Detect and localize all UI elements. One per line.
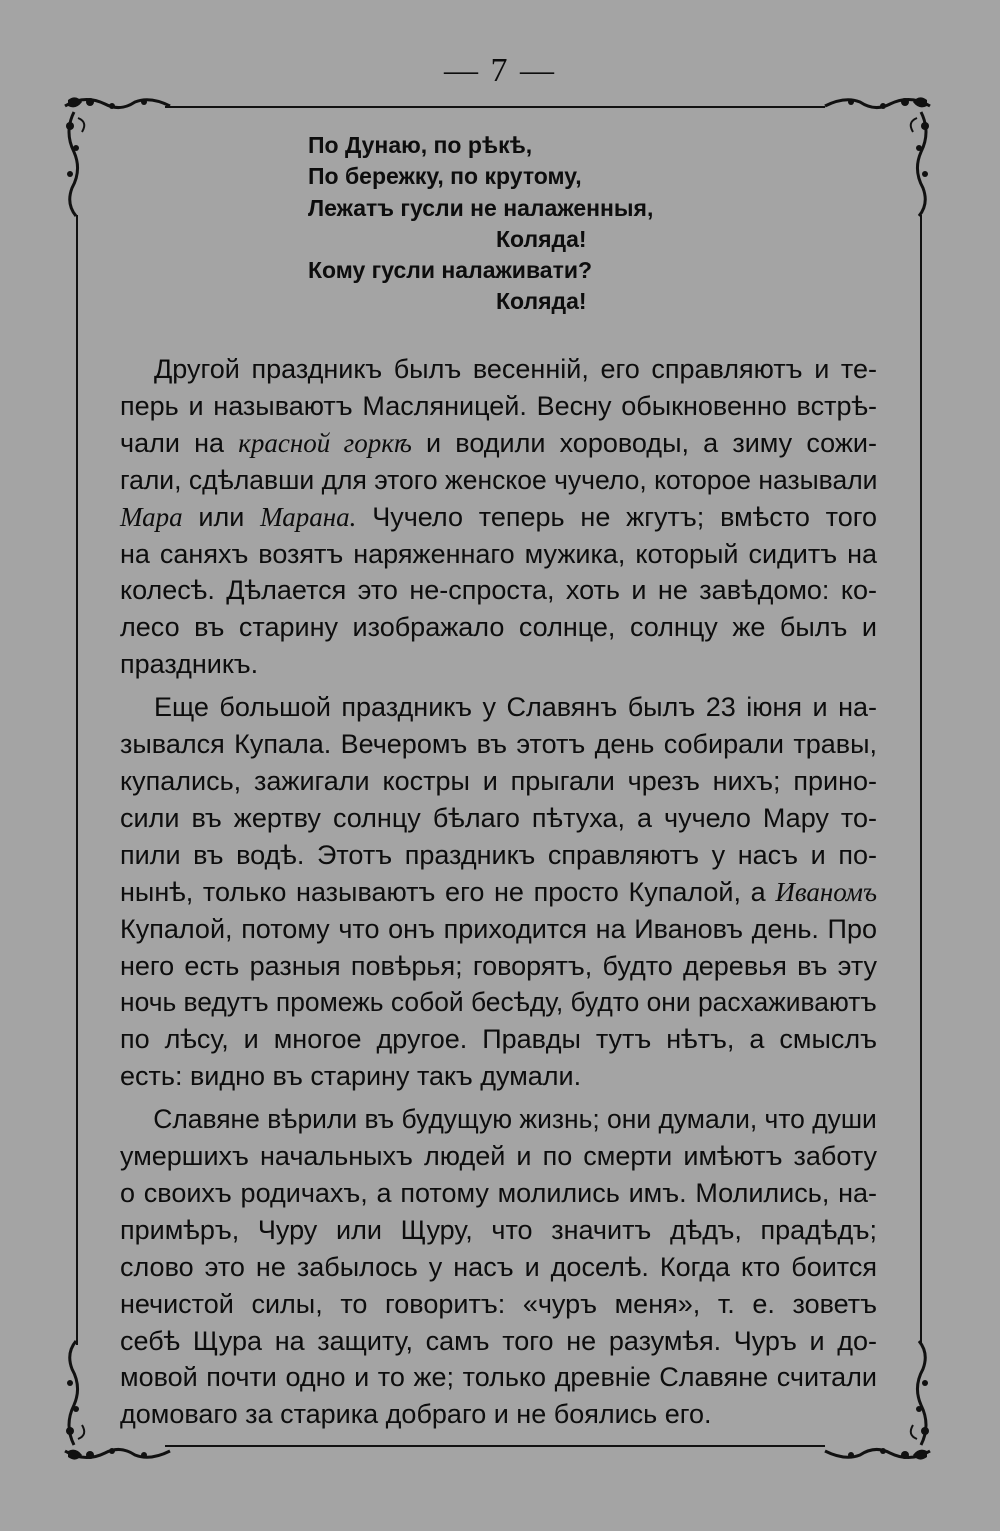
frame-left-line <box>76 215 78 1345</box>
text-line: по лѣсу, и многое другое. Правды тутъ нѣтъ, а смыслъ <box>120 1024 877 1055</box>
italic-text: Марана. <box>260 501 357 532</box>
text-line: сили въ жертву солнцу бѣлаго пѣтуха, а чучело Мару то- <box>120 802 877 833</box>
text-line: примѣръ, Чуру или Щуру, что значитъ дѣдъ, прадѣдъ; <box>120 1214 877 1245</box>
paragraph <box>120 351 877 683</box>
paragraph <box>120 1101 877 1433</box>
text-line: на саняхъ возятъ наряженнаго мужика, который сидитъ на <box>120 538 877 569</box>
body-text <box>120 351 877 1433</box>
text-line: мовой почти одно и то же; только древніе Славяне считали <box>120 1362 877 1393</box>
text-line: домоваго за старика добраго и не боялись его. <box>120 1399 712 1430</box>
text-line: пили въ водѣ. Этотъ праздникъ справляютъ у насъ и по- <box>120 839 877 870</box>
page-number: — 7 — <box>444 52 556 89</box>
verse-block <box>308 130 728 318</box>
text-line: о своихъ родичахъ, а потому молились имъ. Молились, на- <box>120 1177 877 1208</box>
verse-line: По бережку, по крутому, <box>308 163 582 190</box>
text-line: нынѣ, только называютъ его не просто Купалой, а Иваномъ <box>120 876 877 907</box>
verse-line: Лежатъ гусли не налаженныя, <box>308 194 654 221</box>
verse-refrain: Коляда! <box>496 288 587 315</box>
text-line: умершихъ начальныхъ людей и по смерти имѣютъ заботу <box>120 1141 877 1172</box>
italic-text: Иваномъ <box>775 876 877 907</box>
verse-line: Кому гусли налаживати? <box>308 257 593 284</box>
corner-ornament-top-left-icon <box>60 92 180 222</box>
italic-text: красной горкѣ <box>238 427 412 458</box>
text-line: Купалой, потому что онъ приходится на Ивановъ день. Про <box>120 913 877 944</box>
text-line: Еще большой праздникъ у Славянъ былъ 23 іюня и на- <box>154 692 877 723</box>
text-line: слово это не забылось у насъ и доселѣ. Когда кто боится <box>120 1251 877 1282</box>
text-line: гали, сдѣлавши для этого женское чучело, которое называли <box>120 464 878 495</box>
text-line: Мара или Марана. Чучело теперь не жгутъ; вмѣсто того <box>120 501 877 532</box>
text-line: колесѣ. Дѣлается это не-спроста, хоть и не завѣдомо: ко- <box>120 575 877 606</box>
frame-top-line <box>165 106 825 108</box>
text-line: зывался Купала. Вечеромъ въ этотъ день собирали травы, <box>120 729 877 760</box>
italic-text: Мара <box>120 501 183 532</box>
frame-right-line <box>920 215 922 1345</box>
verse-refrain: Коляда! <box>496 225 587 252</box>
text-line: себѣ Щура на защиту, самъ того не разумѣя. Чуръ и до- <box>120 1325 877 1356</box>
text-line: нечистой силы, то говоритъ: «чуръ меня», т. е. зоветъ <box>120 1288 877 1319</box>
text-line: Другой праздникъ былъ весенній, его справляютъ и те- <box>154 354 877 384</box>
text-line: чали на красной горкѣ и водили хороводы, а зиму сожи- <box>120 427 878 458</box>
text-line: есть: видно въ старину такъ думали. <box>120 1061 582 1092</box>
text-line: ночь ведутъ промежь собой бесѣду, будто они расхаживаютъ <box>120 987 877 1018</box>
verse-line: По Дунаю, по рѣкѣ, <box>308 132 533 158</box>
text-line: него есть разныя повѣрья; говорятъ, будто деревья въ эту <box>120 950 877 981</box>
text-line: лесо въ старину изображало солнце, солнцу же былъ и <box>120 612 877 643</box>
text-line: перь и называютъ Масляницей. Весну обыкновенно встрѣ- <box>120 390 877 421</box>
text-line: купались, зажигали костры и прыгали чрезъ нихъ; прино- <box>120 765 877 796</box>
frame-bottom-line <box>165 1445 825 1447</box>
text-line: праздникъ. <box>120 649 259 680</box>
text-line: Славяне вѣрили въ будущую жизнь; они думали, что души <box>153 1104 877 1135</box>
corner-ornament-top-right-icon <box>815 92 935 222</box>
paragraph <box>120 689 877 1095</box>
